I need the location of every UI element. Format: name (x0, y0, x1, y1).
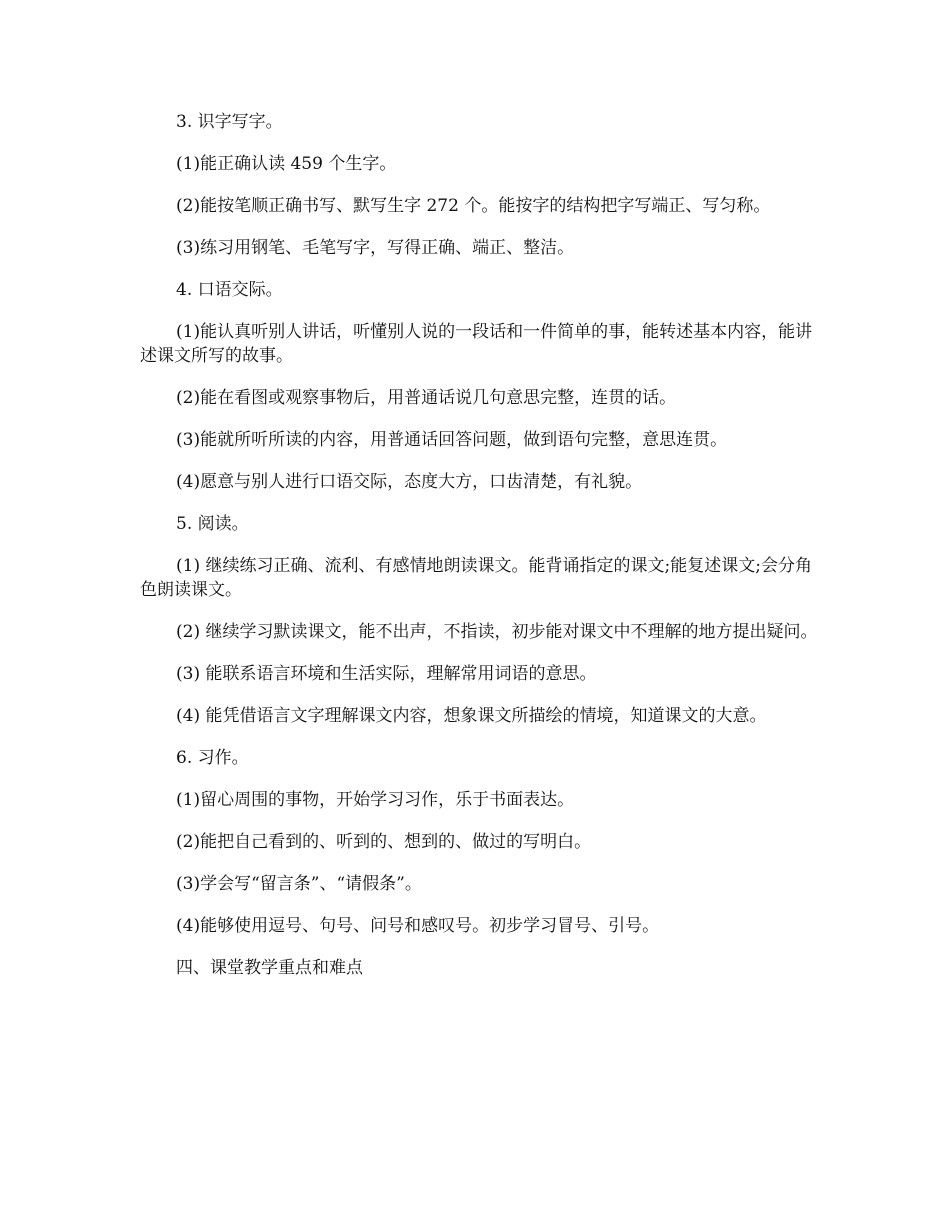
paragraph: (3)练习用钢笔、毛笔写字，写得正确、端正、整洁。 (176, 238, 575, 258)
paragraph: (4) 能凭借语言文字理解课文内容，想象课文所描绘的情境，知道课文的大意。 (176, 706, 767, 726)
paragraph: (1)能正确认读 459 个生字。 (176, 154, 397, 174)
section-heading-literacy: 3. 识字写字。 (176, 112, 283, 132)
section-heading-writing: 6. 习作。 (176, 748, 249, 768)
section-heading-reading: 5. 阅读。 (176, 514, 249, 534)
paragraph: (2) 继续学习默读课文，能不出声，不指读，初步能对课文中不理解的地方提出疑问。 (176, 622, 818, 642)
paragraph: (1) 继续练习正确、流利、有感情地朗读课文。能背诵指定的课文;能复述课文;会分角色朗读课文。 (140, 556, 812, 600)
paragraph: (3)能就所听所读的内容，用普通话回答问题，做到语句完整，意思连贯。 (176, 430, 728, 450)
document-body (140, 110, 820, 998)
paragraph: (3) 能联系语言环境和生活实际，理解常用词语的意思。 (176, 664, 597, 684)
paragraph: (2)能在看图或观察事物后，用普通话说几句意思完整，连贯的话。 (176, 388, 677, 408)
paragraph: (2)能按笔顺正确书写、默写生字 272 个。能按字的结构把字写端正、写匀称。 (176, 196, 771, 216)
paragraph: (2)能把自己看到的、听到的、想到的、做过的写明白。 (176, 832, 592, 852)
paragraph: (4)能够使用逗号、句号、问号和感叹号。初步学习冒号、引号。 (176, 916, 660, 936)
paragraph: (1)留心周围的事物，开始学习习作，乐于书面表达。 (176, 790, 575, 810)
paragraph: (4)愿意与别人进行口语交际，态度大方，口齿清楚，有礼貌。 (176, 472, 643, 492)
section-heading-focus: 四、课堂教学重点和难点 (176, 958, 363, 978)
paragraph: (1)能认真听别人讲话，听懂别人说的一段话和一件简单的事，能转述基本内容，能讲述课文所写的故事。 (140, 322, 813, 366)
section-heading-oral: 4. 口语交际。 (176, 280, 283, 300)
paragraph: (3)学会写“留言条”、“请假条”。 (176, 874, 422, 894)
